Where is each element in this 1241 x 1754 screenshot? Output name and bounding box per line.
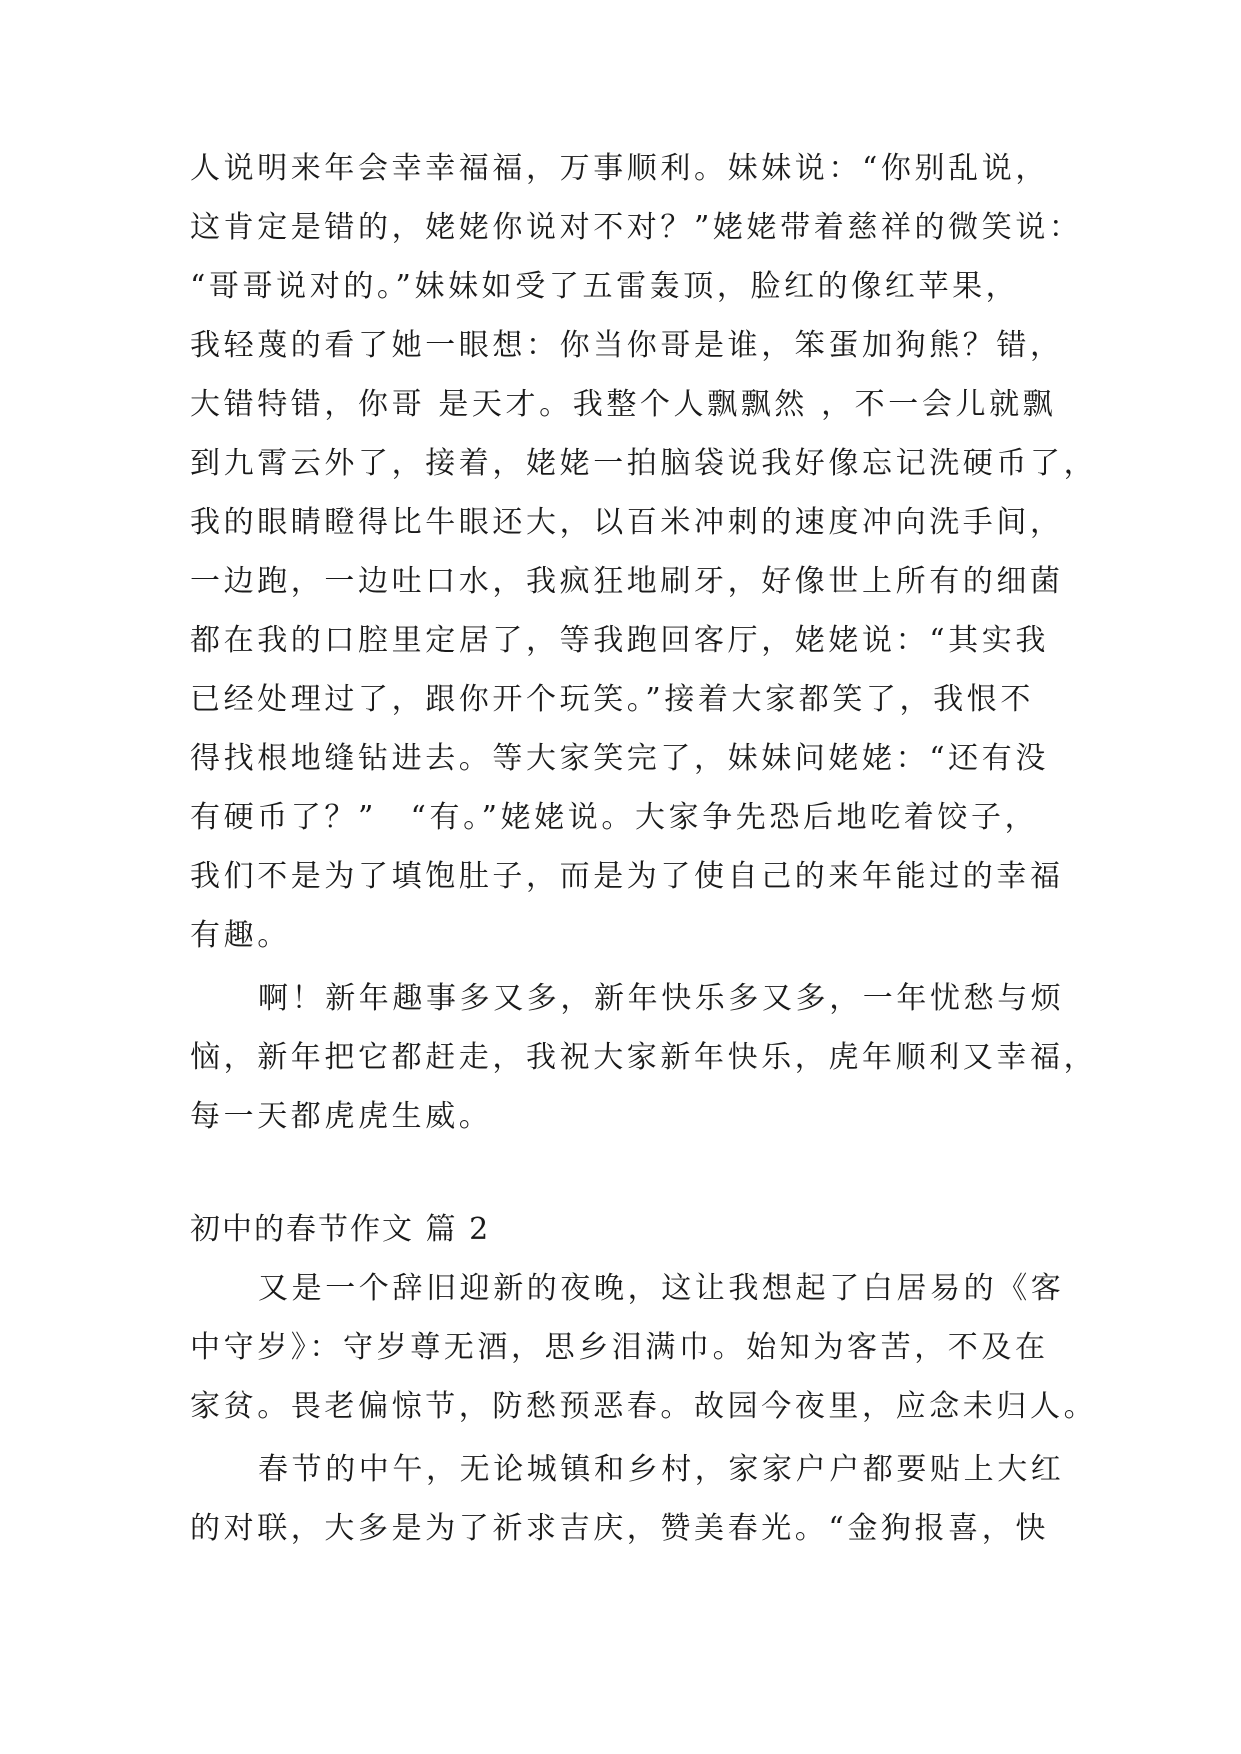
text-line: “哥哥说对的。”妹妹如受了五雷轰顶，脸红的像红苹果， bbox=[190, 269, 1020, 304]
text-line: 已经处理过了，跟你开个玩笑。”接着大家都笑了，我恨不 bbox=[190, 682, 1034, 717]
text-line: 啊！新年趣事多又多，新年快乐多又多，一年忧愁与烦 bbox=[258, 981, 1065, 1016]
text-line: 春节的中午，无论城镇和乡村，家家户户都要贴上大红 bbox=[258, 1452, 1065, 1487]
text-line: 都在我的口腔里定居了，等我跑回客厅，姥姥说：“其实我 bbox=[190, 623, 1049, 658]
text-line: 恼，新年把它都赶走，我祝大家新年快乐，虎年顺利又幸福， bbox=[190, 1040, 1098, 1075]
text-line: 每一天都虎虎生威。 bbox=[190, 1099, 493, 1134]
text-line: 这肯定是错的，姥姥你说对不对？”姥姥带着慈祥的微笑说： bbox=[190, 210, 1083, 245]
text-line: 到九霄云外了，接着，姥姥一拍脑袋说我好像忘记洗硬币了， bbox=[190, 446, 1098, 481]
text-line: 大错特错，你哥 是天才。我整个人飘飘然 ，不一会儿就飘 bbox=[190, 387, 1057, 422]
text-line: 有硬币了？” “有。”姥姥说。大家争先恐后地吃着饺子， bbox=[190, 800, 1039, 835]
text-line: 人说明来年会幸幸福福，万事顺利。妹妹说：“你别乱说， bbox=[190, 151, 1049, 186]
text-line: 又是一个辞旧迎新的夜晚，这让我想起了白居易的《客 bbox=[258, 1271, 1065, 1306]
text-line: 的对联，大多是为了祈求吉庆，赞美春光。“金狗报喜，快 bbox=[190, 1511, 1049, 1546]
text-line: 中守岁》：守岁尊无酒，思乡泪满巾。始知为客苦，不及在 bbox=[190, 1330, 1049, 1365]
text-line: 我们不是为了填饱肚子，而是为了使自己的来年能过的幸福 bbox=[190, 859, 1064, 894]
text-line: 我的眼睛瞪得比牛眼还大，以百米冲刺的速度冲向洗手间， bbox=[190, 505, 1064, 540]
section-heading: 初中的春节作文 篇 2 bbox=[190, 1212, 491, 1247]
text-line: 一边跑，一边吐口水，我疯狂地刷牙，好像世上所有的细菌 bbox=[190, 564, 1064, 599]
text-line: 我轻蔑的看了她一眼想：你当你哥是谁，笨蛋加狗熊？错， bbox=[190, 328, 1064, 363]
text-line: 家贫。畏老偏惊节，防愁预恶春。故园今夜里，应念未归人。 bbox=[190, 1389, 1098, 1424]
text-line: 得找根地缝钻进去。等大家笑完了，妹妹问姥姥：“还有没 bbox=[190, 741, 1049, 776]
text-line: 有趣。 bbox=[190, 918, 291, 953]
